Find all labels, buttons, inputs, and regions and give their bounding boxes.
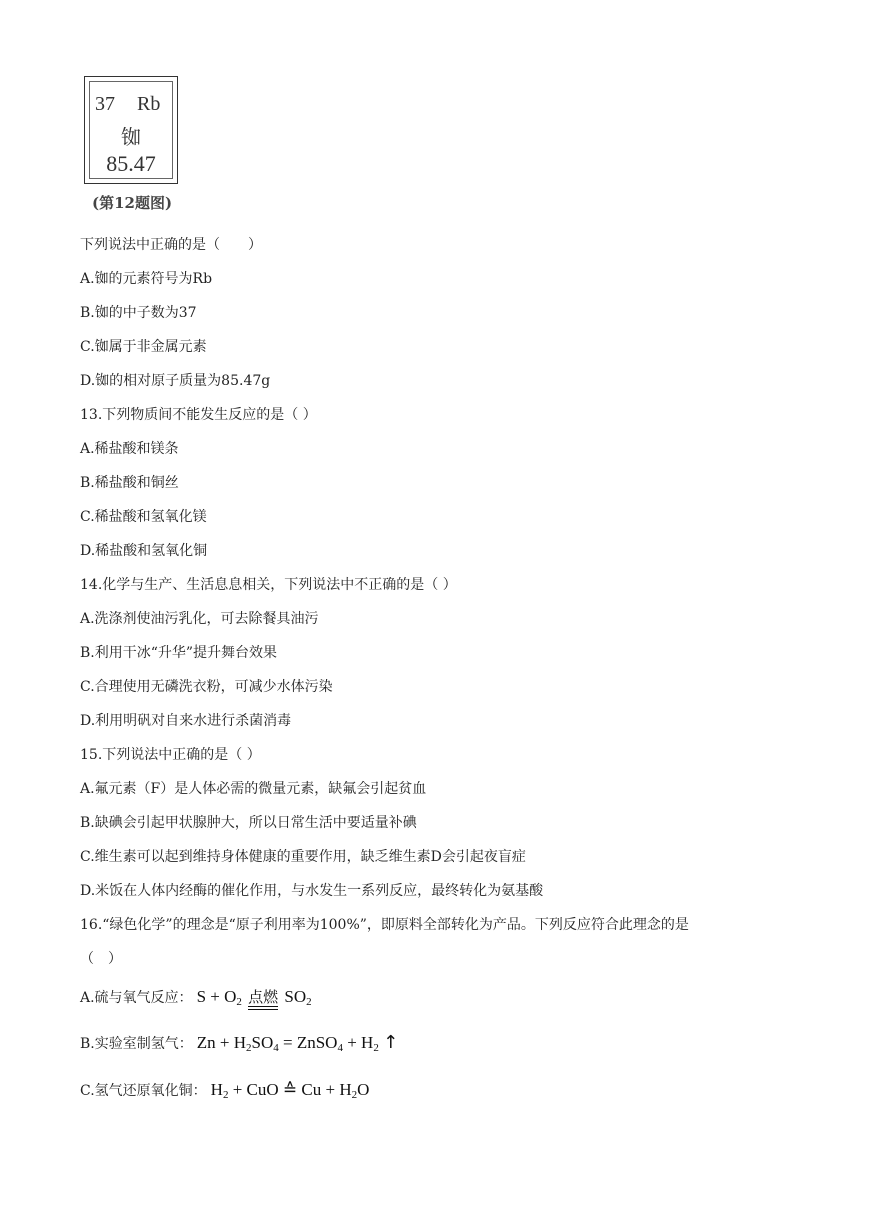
- q16-stem: 16.“绿色化学”的理念是“原子利用率为100%”，即原料全部转化为产品。下列反应符合此理念的是: [80, 917, 689, 933]
- q15-option-a: A.氟元素（F）是人体必需的微量元素，缺氟会引起贫血: [80, 781, 427, 797]
- q12-option-a: A.铷的元素符号为Rb: [80, 271, 213, 287]
- equation-s-o2: $S + O_2$ 点燃 $SO_2$: [196, 987, 312, 1008]
- equation-h2-cuo: $H_2$ + CuO ≙ $Cu + H_2O$: [210, 1080, 370, 1101]
- q16-option-a-label: A.硫与氧气反应：: [80, 990, 193, 1006]
- gas-arrow-icon: ↑: [383, 1032, 399, 1053]
- q15-option-b: B.缺碘会引起甲状腺肿大，所以日常生活中要适量补碘: [80, 815, 417, 831]
- atomic-number: 37: [95, 93, 115, 115]
- q13-option-a: A.稀盐酸和镁条: [80, 441, 179, 457]
- q12-option-b: B.铷的中子数为37: [80, 305, 197, 321]
- q12-option-c: C.铷属于非金属元素: [80, 339, 207, 355]
- element-chinese-name: 铷: [121, 125, 141, 149]
- q14-option-c: C.合理使用无磷洗衣粉，可减少水体污染: [80, 679, 333, 695]
- q16-option-b: [80, 1032, 398, 1054]
- q15-option-d: D.米饭在人体内经酶的催化作用，与水发生一系列反应，最终转化为氨基酸: [80, 883, 544, 899]
- q13-option-b: B.稀盐酸和铜丝: [80, 475, 179, 491]
- q16-option-b-label: B.实验室制氢气：: [80, 1036, 193, 1052]
- q13-option-c: C.稀盐酸和氢氧化镁: [80, 509, 207, 525]
- reaction-condition-ignite: 点燃: [248, 988, 279, 1006]
- q16-stem-paren: （ ）: [80, 951, 122, 967]
- q16-option-c: [80, 1080, 369, 1101]
- q12-stem: 下列说法中正确的是（ ）: [80, 237, 262, 253]
- q13-option-d: D.稀盐酸和氢氧化铜: [80, 543, 208, 559]
- q16-option-a: [80, 986, 312, 1008]
- q16-option-c-label: C.氢气还原氧化铜：: [80, 1083, 207, 1099]
- figure-caption: (第12题图): [92, 194, 173, 212]
- q14-option-a: A.洗涤剂使油污乳化，可去除餐具油污: [80, 611, 319, 627]
- atomic-mass: 85.47: [106, 151, 156, 176]
- element-symbol: Rb: [137, 93, 161, 115]
- q13-stem: 13.下列物质间不能发生反应的是（ ）: [80, 407, 317, 423]
- q14-stem: 14.化学与生产、生活息息相关，下列说法中不正确的是（ ）: [80, 577, 457, 593]
- equation-zn-h2so4: $Zn + H_2SO_4$ = ZnSO$_4$ + $H_2$ ↑: [196, 1032, 399, 1054]
- element-tile-rubidium: [84, 76, 178, 184]
- q12-option-d: D.铷的相对原子质量为85.47g: [80, 373, 271, 389]
- q14-option-b: B.利用干冰“升华”提升舞台效果: [80, 645, 278, 661]
- q14-option-d: D.利用明矾对自来水进行杀菌消毒: [80, 713, 292, 729]
- q15-option-c: C.维生素可以起到维持身体健康的重要作用，缺乏维生素D会引起夜盲症: [80, 849, 526, 865]
- q15-stem: 15.下列说法中正确的是（ ）: [80, 747, 261, 763]
